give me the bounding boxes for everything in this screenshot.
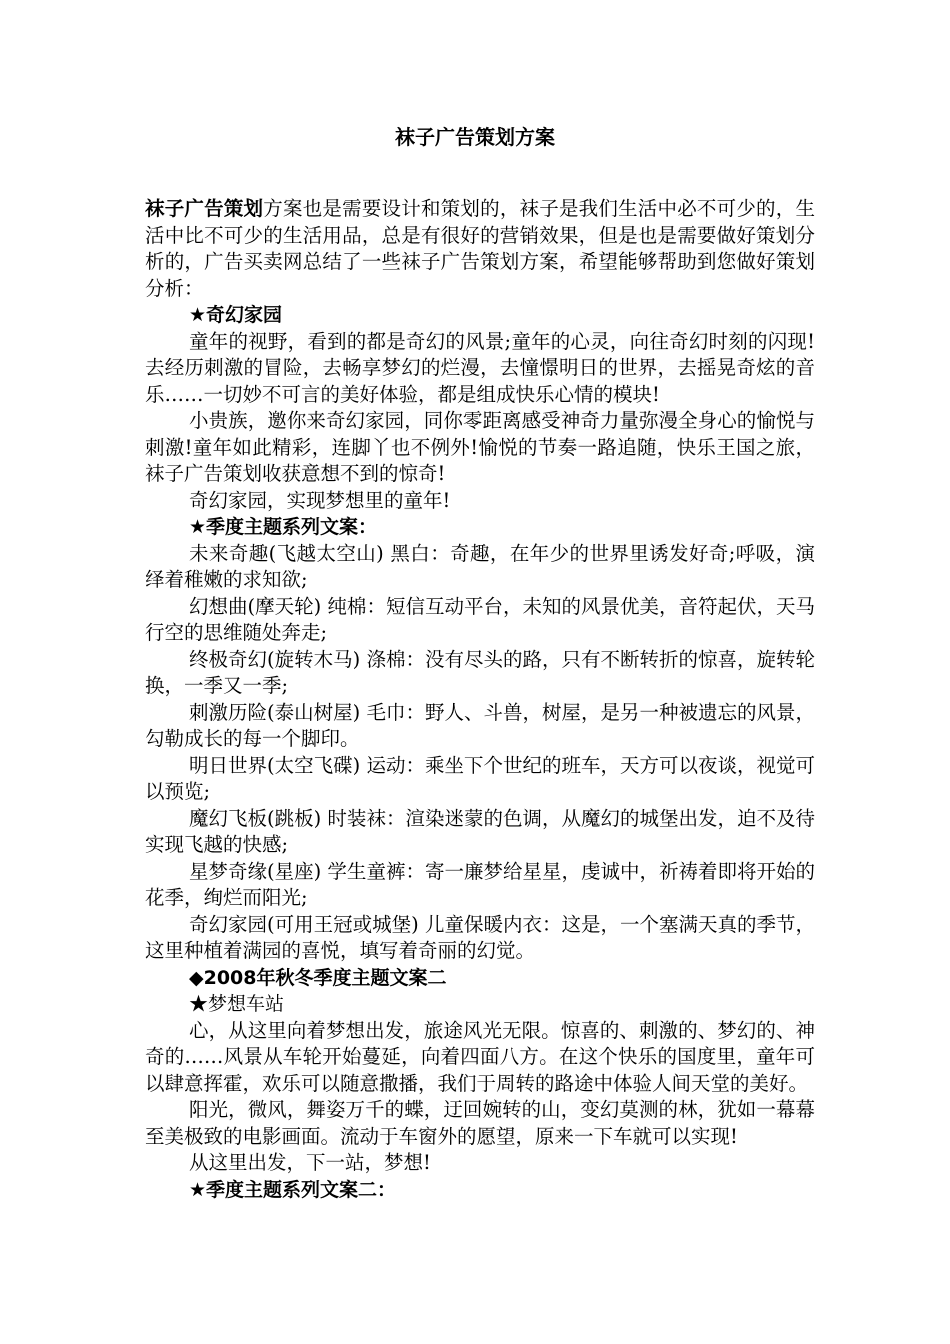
document-title: 袜子广告策划方案 [395, 125, 555, 149]
section-heading-2008-autumn-winter: ◆2008年秋冬季度主题文案二 [189, 966, 447, 989]
paragraph: 心，从这里向着梦想出发，旅途风光无限。惊喜的、刺激的、梦幻的、神奇的……风景从车轮开始蔓延，向着四面八方。在这个快乐的国度里，童年可以肆意挥霍，欢乐可以随意撒播，我们于周转的路途中体验人间天堂的美好。 [145, 1018, 815, 1095]
paragraph: 小贵族，邀你来奇幻家园，同你零距离感受神奇力量弥漫全身心的愉悦与刺激!童年如此精彩，连脚丫也不例外!愉悦的节奏一路追随，快乐王国之旅，袜子广告策划收获意想不到的惊奇! [145, 409, 815, 485]
subheading-dream-station: ★梦想车站 [189, 993, 285, 1015]
intro-text: 方案也是需要设计和策划的，袜子是我们生活中必不可少的，生活中比不可少的生活用品，总是有很好的营销效果，但是也是需要做好策划分析的，广告买卖网总结了一些袜子广告策划方案，希望能够帮助到您做好策划分析： [145, 197, 815, 300]
paragraph: 奇幻家园，实现梦想里的童年! [189, 488, 451, 512]
paragraph: 童年的视野，看到的都是奇幻的风景;童年的心灵，向往奇幻时刻的闪现!去经历刺激的冒险，去畅享梦幻的烂漫，去憧憬明日的世界，去摇晃奇炫的音乐……一切妙不可言的美好体验，都是组成快乐心情的模块! [145, 329, 815, 406]
intro-lead: 袜子广告策划 [145, 197, 264, 220]
series-item: 魔幻飞板(跳板) 时装袜：渲染迷蒙的色调，从魔幻的城堡出发，迫不及待实现飞越的快感; [145, 806, 815, 856]
series-item: 奇幻家园(可用王冠或城堡) 儿童保暖内衣：这是，一个塞满天真的季节，这里种植着满园的喜悦，填写着奇丽的幻觉。 [145, 912, 815, 962]
series-item: 刺激历险(泰山树屋) 毛巾：野人、斗兽，树屋，是另一种被遗忘的风景，勾勒成长的每一个脚印。 [145, 700, 815, 750]
series-item: 幻想曲(摩天轮) 纯棉：短信互动平台，未知的风景优美，音符起伏，天马行空的思维随处奔走; [145, 594, 815, 644]
intro-paragraph [145, 196, 815, 302]
document-body [145, 196, 815, 1203]
paragraph: 阳光，微风，舞姿万千的蝶，迂回婉转的山，变幻莫测的林，犹如一幕幕至美极致的电影画面。流动于车窗外的愿望，原来一下车就可以实现! [145, 1098, 815, 1148]
section-heading-fantasy-home: ★奇幻家园 [189, 304, 283, 326]
section-heading-season-series: ★季度主题系列文案： [189, 516, 378, 538]
series-item: 终极奇幻(旋转木马) 涤棉：没有尽头的路，只有不断转折的惊喜，旋转轮换，一季又一季; [145, 647, 815, 697]
paragraph: 从这里出发，下一站，梦想! [189, 1151, 431, 1174]
section-heading-season-series-two: ★季度主题系列文案二： [189, 1178, 397, 1201]
series-item: 星梦奇缘(星座) 学生童裤：寄一廉梦给星星，虔诚中，祈祷着即将开始的花季，绚烂而阳光; [145, 859, 815, 909]
series-item: 未来奇趣(飞越太空山) 黑白：奇趣，在年少的世界里诱发好奇;呼吸，演绎着稚嫩的求知欲; [145, 541, 815, 591]
series-item: 明日世界(太空飞碟) 运动：乘坐下个世纪的班车，天方可以夜谈，视觉可以预览; [145, 753, 815, 803]
